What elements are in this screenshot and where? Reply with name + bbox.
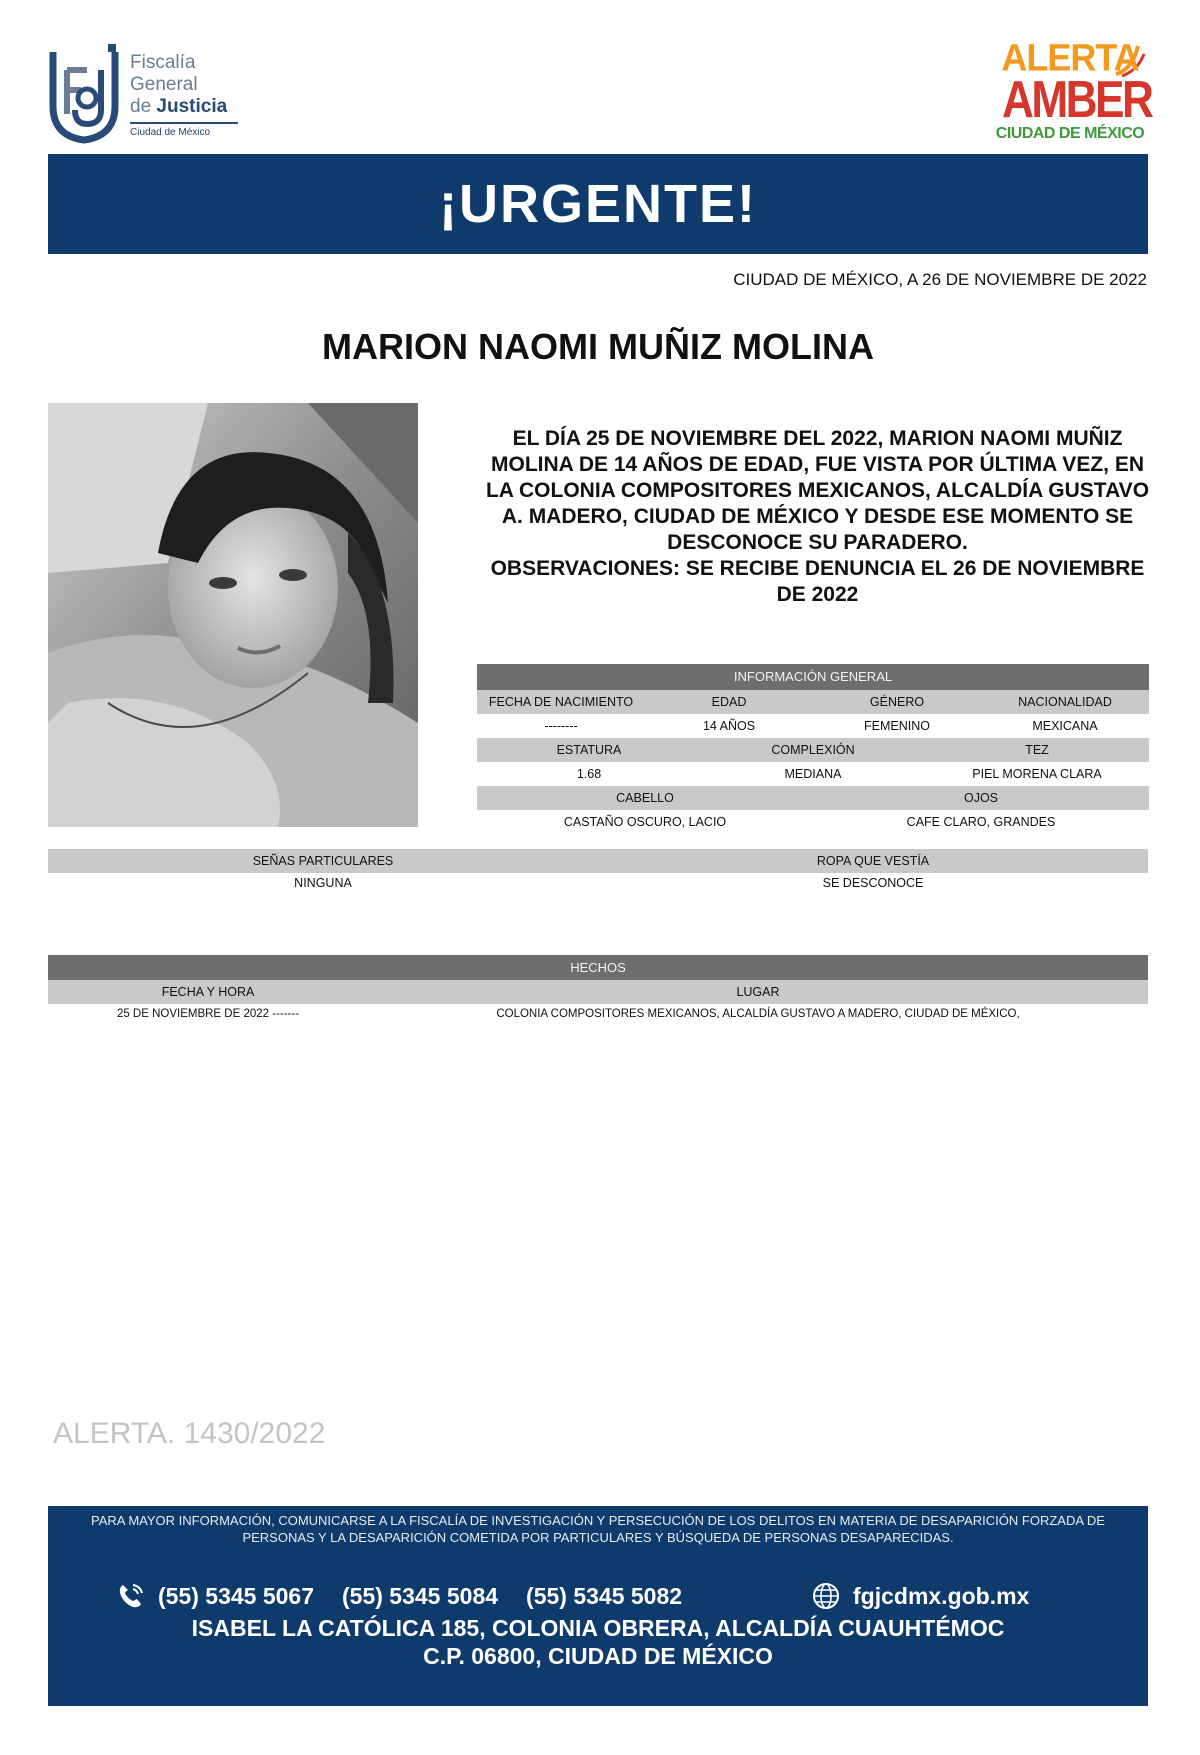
alerta-amber-logo	[990, 35, 1152, 148]
particulars-headers	[48, 849, 1148, 873]
phone-2[interactable]: (55) 5345 5084	[342, 1582, 499, 1609]
header-hair: CABELLO	[616, 791, 674, 805]
info-row2-headers	[477, 738, 1149, 762]
info-row1-values	[477, 714, 1149, 738]
missing-person-photo	[48, 403, 418, 827]
info-row1-headers	[477, 690, 1149, 714]
observations-text: OBSERVACIONES: SE RECIBE DENUNCIA EL 26 DE NOVIEMBRE DE 2022	[490, 557, 1145, 606]
date-line: CIUDAD DE MÉXICO, A 26 DE NOVIEMBRE DE 2022	[733, 270, 1147, 289]
value-marks: NINGUNA	[294, 876, 352, 890]
hechos-table	[48, 955, 1148, 1024]
info-row3-values	[477, 810, 1149, 834]
value-hair: CASTAÑO OSCURO, LACIO	[563, 815, 727, 829]
fgj-logo-line1: Fiscalía	[130, 52, 196, 73]
website	[811, 1581, 1029, 1611]
description-text: EL DÍA 25 DE NOVIEMBRE DEL 2022, MARION NAOMI MUÑIZ MOLINA DE 14 AÑOS DE EDAD, FUE VISTA POR ÚLTIMA VEZ, EN LA COLONIA COMPOSITORES MEXICANOS, ALCALDÍA GUSTAVO A. MADERO, CIUDAD DE MÉXICO Y DESDE ESE MOMENTO SE DESCONOCE SU PARADERO.	[485, 427, 1150, 554]
info-row3-headers	[477, 786, 1149, 810]
header-height: ESTATURA	[556, 743, 622, 757]
website-link[interactable]: fgjcdmx.gob.mx	[853, 1582, 1030, 1609]
header-age: EDAD	[711, 695, 747, 709]
amber-logo-top: ALERTA	[1001, 35, 1139, 79]
case-description	[480, 426, 1155, 608]
fgj-logo-line3	[130, 96, 238, 118]
fgj-emblem-icon	[47, 44, 121, 144]
phone-icon	[116, 1581, 146, 1611]
particulars-values	[48, 873, 1148, 893]
urgent-banner	[48, 154, 1148, 254]
fgj-logo-line3-prefix: de	[130, 96, 152, 117]
value-birthdate: --------	[544, 719, 578, 733]
hechos-title: HECHOS	[48, 955, 1148, 980]
info-general-title: INFORMACIÓN GENERAL	[477, 664, 1149, 690]
value-place: COLONIA COMPOSITORES MEXICANOS, ALCALDÍA GUSTAVO A MADERO, CIUDAD DE MÉXICO,	[496, 1008, 1020, 1020]
header-clothing: ROPA QUE VESTÍA	[816, 854, 930, 868]
address-line2: C.P. 06800, CIUDAD DE MÉXICO	[423, 1643, 773, 1669]
phone-numbers	[116, 1581, 710, 1611]
value-age: 14 AÑOS	[702, 719, 756, 733]
value-height: 1.68	[576, 767, 602, 781]
header-place: LUGAR	[736, 985, 780, 999]
particulars-table	[48, 849, 1148, 893]
alert-number: ALERTA. 1430/2022	[53, 1417, 326, 1450]
value-gender: FEMENINO	[864, 719, 930, 733]
amber-logo-mid: AMBER	[1002, 71, 1152, 129]
person-name: MARION NAOMI MUÑIZ MOLINA	[322, 326, 874, 367]
value-datetime: 25 DE NOVIEMBRE DE 2022 -------	[116, 1008, 300, 1020]
hechos-headers	[48, 980, 1148, 1004]
header-marks: SEÑAS PARTICULARES	[252, 854, 394, 868]
amber-logo-bottom: CIUDAD DE MÉXICO	[995, 125, 1145, 142]
fgj-logo-line3-strong: Justicia	[156, 96, 228, 117]
value-eyes: CAFE CLARO, GRANDES	[906, 815, 1056, 829]
info-row2-values	[477, 762, 1149, 786]
header-birthdate: FECHA DE NACIMIENTO	[488, 695, 634, 709]
contact-footer	[48, 1506, 1148, 1706]
fgj-logo-line2: General	[130, 74, 198, 95]
header-build: COMPLEXIÓN	[771, 743, 855, 757]
value-nationality: MEXICANA	[1032, 719, 1098, 733]
value-skin: PIEL MORENA CLARA	[972, 767, 1102, 781]
phone-1[interactable]: (55) 5345 5067	[158, 1582, 315, 1609]
value-clothing: SE DESCONOCE	[822, 876, 924, 890]
info-general-table	[477, 664, 1149, 834]
address-line1: ISABEL LA CATÓLICA 185, COLONIA OBRERA, ALCALDÍA CUAUHTÉMOC	[191, 1615, 1005, 1641]
value-build: MEDIANA	[784, 767, 842, 781]
banner-title: ¡URGENTE!	[439, 174, 757, 234]
globe-icon	[811, 1581, 841, 1611]
footer-info-text: PARA MAYOR INFORMACIÓN, COMUNICARSE A LA FISCALÍA DE INVESTIGACIÓN Y PERSECUCIÓN DE LOS DELITOS EN MATERIA DE DESAPARICIÓN FORZADA DE PERSONAS Y LA DESAPARICIÓN COMETIDA POR PARTICULARES Y BÚSQUEDA DE PERSONAS DESAPARECIDAS.	[91, 1513, 1105, 1545]
fgj-logo	[47, 44, 237, 146]
header-eyes: OJOS	[963, 791, 999, 805]
header-datetime: FECHA Y HORA	[161, 985, 255, 999]
hechos-values	[48, 1004, 1148, 1024]
fgj-logo-line4: Ciudad de México	[130, 122, 238, 140]
header-nationality: NACIONALIDAD	[1018, 695, 1112, 709]
address	[48, 1614, 1148, 1670]
phone-3[interactable]: (55) 5345 5082	[526, 1582, 683, 1609]
header-gender: GÉNERO	[869, 695, 925, 709]
header-skin: TEZ	[1025, 743, 1049, 757]
portrait-photo-icon	[48, 403, 418, 827]
